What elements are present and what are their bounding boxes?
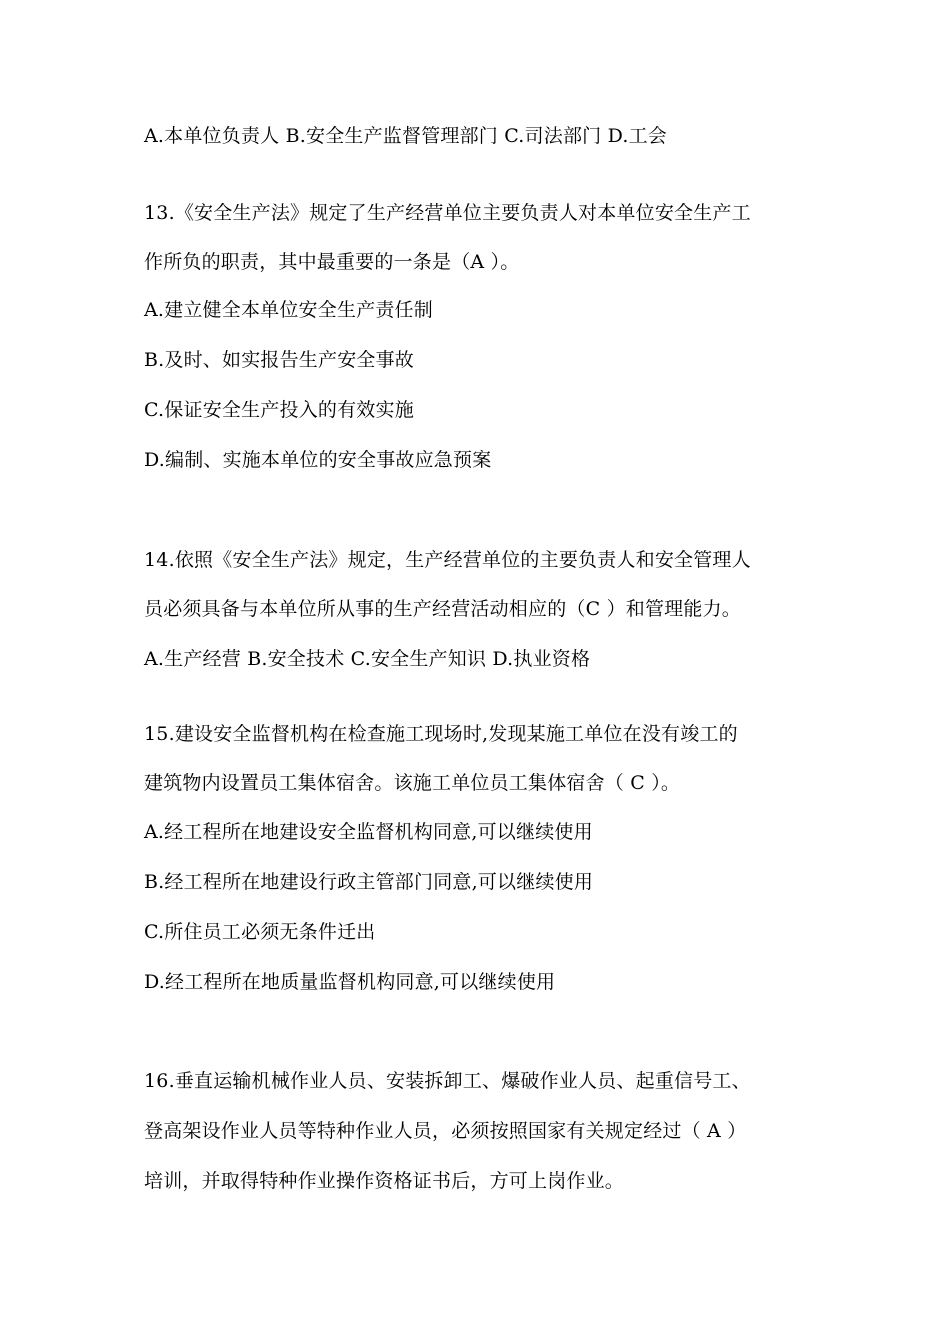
- q13-option-a: A.建立健全本单位安全生产责任制: [144, 299, 433, 321]
- q16-stem-line1: 16.垂直运输机械作业人员、安装拆卸工、爆破作业人员、起重信号工、: [144, 1070, 751, 1092]
- q15-option-c: C.所住员工必须无条件迁出: [144, 921, 376, 943]
- q13-option-d: D.编制、实施本单位的安全事故应急预案: [144, 449, 492, 471]
- q15-stem-line1: 15.建设安全监督机构在检查施工现场时,发现某施工单位在没有竣工的: [144, 723, 738, 745]
- q13-stem-line1: 13.《安全生产法》规定了生产经营单位主要负责人对本单位安全生产工: [144, 202, 751, 224]
- q16-stem-line2: 登高架设作业人员等特种作业人员，必须按照国家有关规定经过（ A ）: [144, 1120, 747, 1142]
- q13-stem-line2: 作所负的职责，其中最重要的一条是（A ）。: [144, 251, 520, 273]
- q14-options: A.生产经营 B.安全技术 C.安全生产知识 D.执业资格: [144, 648, 591, 670]
- q13-option-b: B.及时、如实报告生产安全事故: [144, 349, 415, 371]
- q12-options: A.本单位负责人 B.安全生产监督管理部门 C.司法部门 D.工会: [144, 125, 667, 147]
- q15-stem-line2: 建筑物内设置员工集体宿舍。该施工单位员工集体宿舍（ C ）。: [144, 772, 681, 794]
- q14-stem-line1: 14.依照《安全生产法》规定，生产经营单位的主要负责人和安全管理人: [144, 549, 751, 571]
- q15-option-d: D.经工程所在地质量监督机构同意,可以继续使用: [144, 971, 556, 993]
- q15-option-b: B.经工程所在地建设行政主管部门同意,可以继续使用: [144, 871, 594, 893]
- q16-stem-line3: 培训，并取得特种作业操作资格证书后，方可上岗作业。: [144, 1170, 625, 1192]
- q14-stem-line2: 员必须具备与本单位所从事的生产经营活动相应的（C ）和管理能力。: [144, 598, 741, 620]
- q13-option-c: C.保证安全生产投入的有效实施: [144, 399, 414, 421]
- q15-option-a: A.经工程所在地建设安全监督机构同意,可以继续使用: [144, 821, 593, 843]
